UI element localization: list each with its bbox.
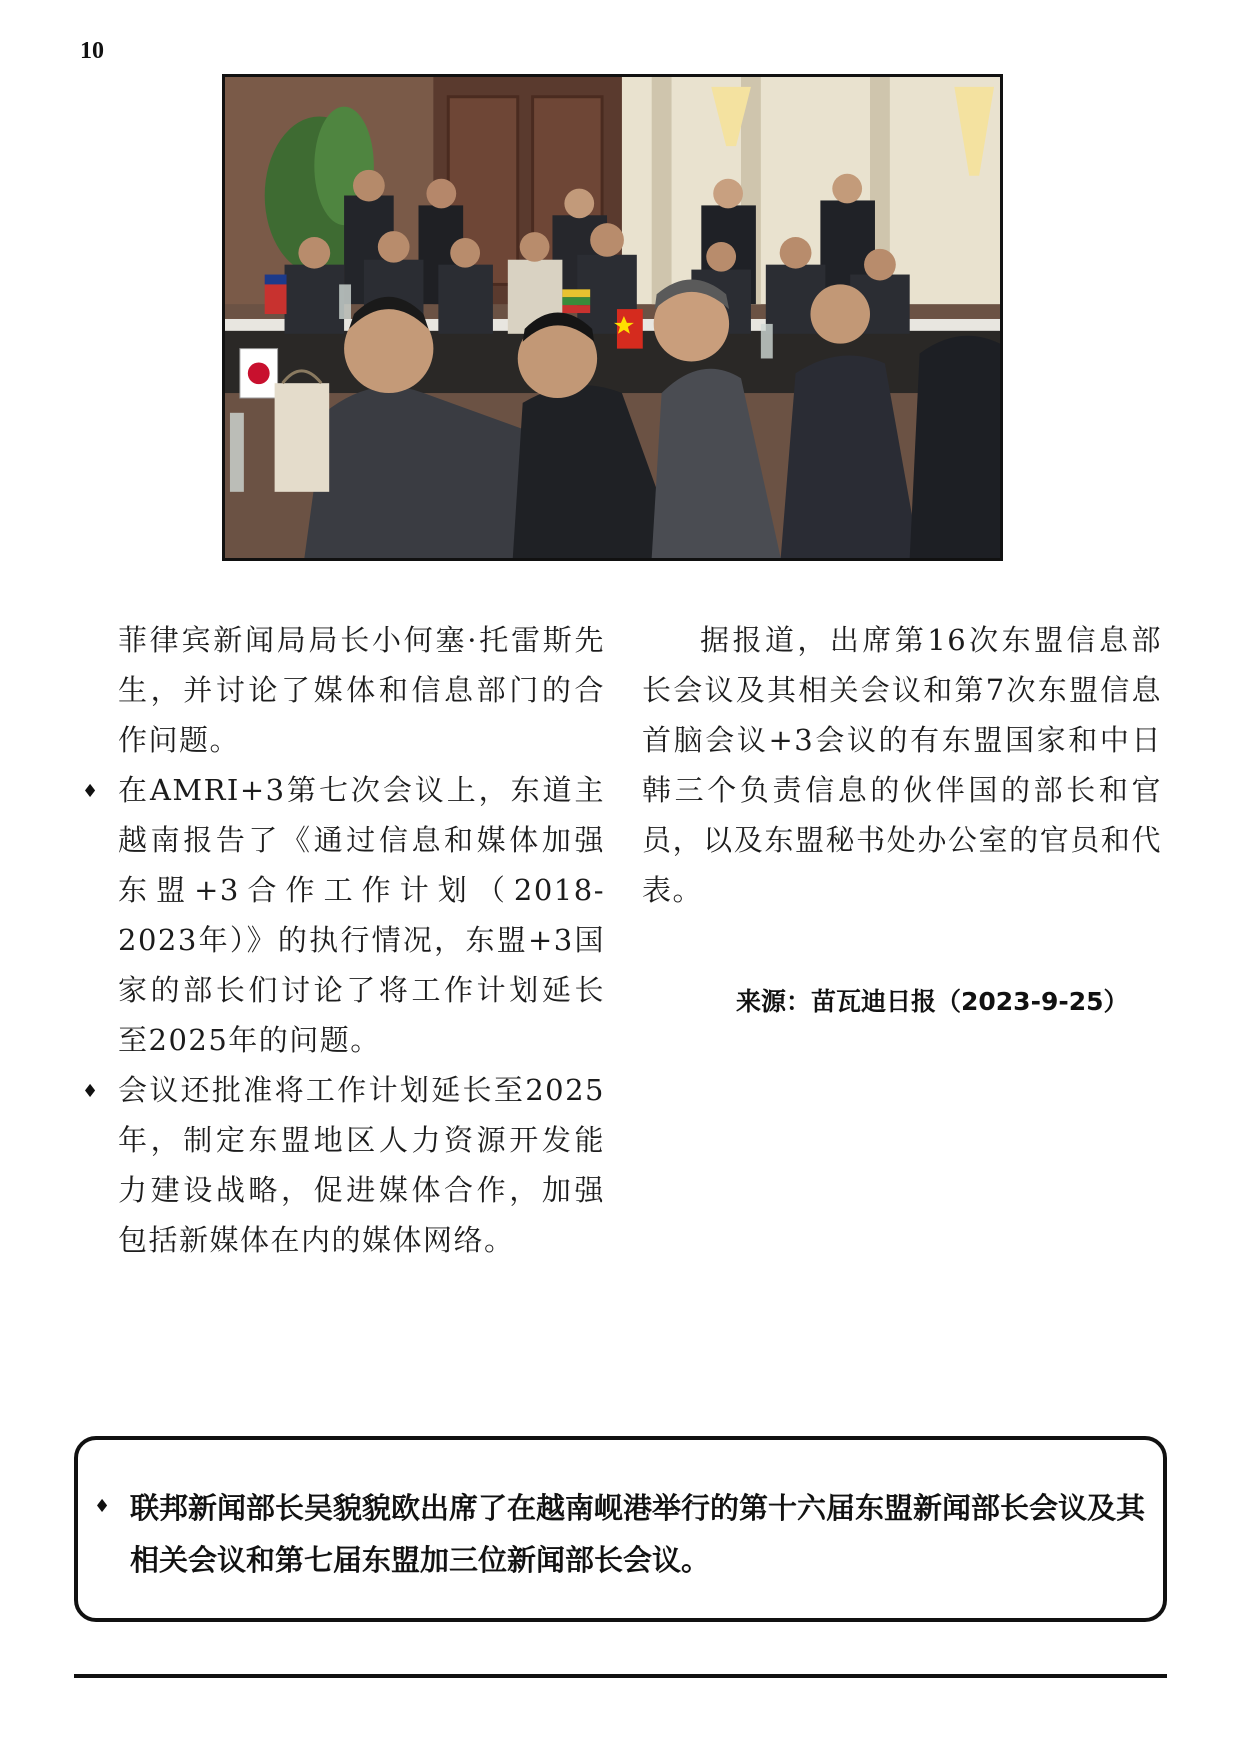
- diamond-bullet-icon: ♦: [82, 1081, 100, 1102]
- list-item-text: 会议还批准将工作计划延长至2025年，制定东盟地区人力资源开发能力建设战略，促进媒体合作，加强包括新媒体在内的媒体网络。: [118, 1073, 605, 1257]
- highlight-text: 联邦新闻部长吴貌貌欧出席了在越南岘港举行的第十六届东盟新闻部长会议及其相关会议和第七届东盟加三位新闻部长会议。: [130, 1491, 1146, 1577]
- conference-photo-illustration: [225, 77, 1000, 558]
- report-paragraph: 据报道，出席第16次东盟信息部长会议及其相关会议和第7次东盟信息首脑会议+3会议的有东盟国家和中日韩三个负责信息的伙伴国的部长和官员，以及东盟秘书处办公室的官员和代表。: [642, 623, 1162, 907]
- left-column: [80, 615, 605, 1265]
- diamond-bullet-icon: ♦: [94, 1496, 111, 1517]
- list-item: [80, 765, 605, 1065]
- list-item: [80, 1065, 605, 1265]
- diamond-bullet-icon: ♦: [82, 781, 100, 802]
- continued-paragraph: 菲律宾新闻局局长小何塞·托雷斯先生，并讨论了媒体和信息部门的合作问题。: [118, 623, 605, 757]
- highlight-box: [74, 1436, 1167, 1622]
- page-number: 10: [80, 38, 104, 64]
- list-item-text: 在AMRI+3第七次会议上，东道主越南报告了《通过信息和媒体加强东盟+3合作工作计划（2018-2023年）》的执行情况，东盟+3国家的部长们讨论了将工作计划延长至2025年的问题。: [118, 773, 605, 1057]
- bottom-divider: [74, 1674, 1167, 1678]
- right-column: [642, 615, 1162, 915]
- source-citation: 来源：苗瓦迪日报（2023-9-25）: [736, 987, 1129, 1016]
- conference-photo: [222, 74, 1003, 561]
